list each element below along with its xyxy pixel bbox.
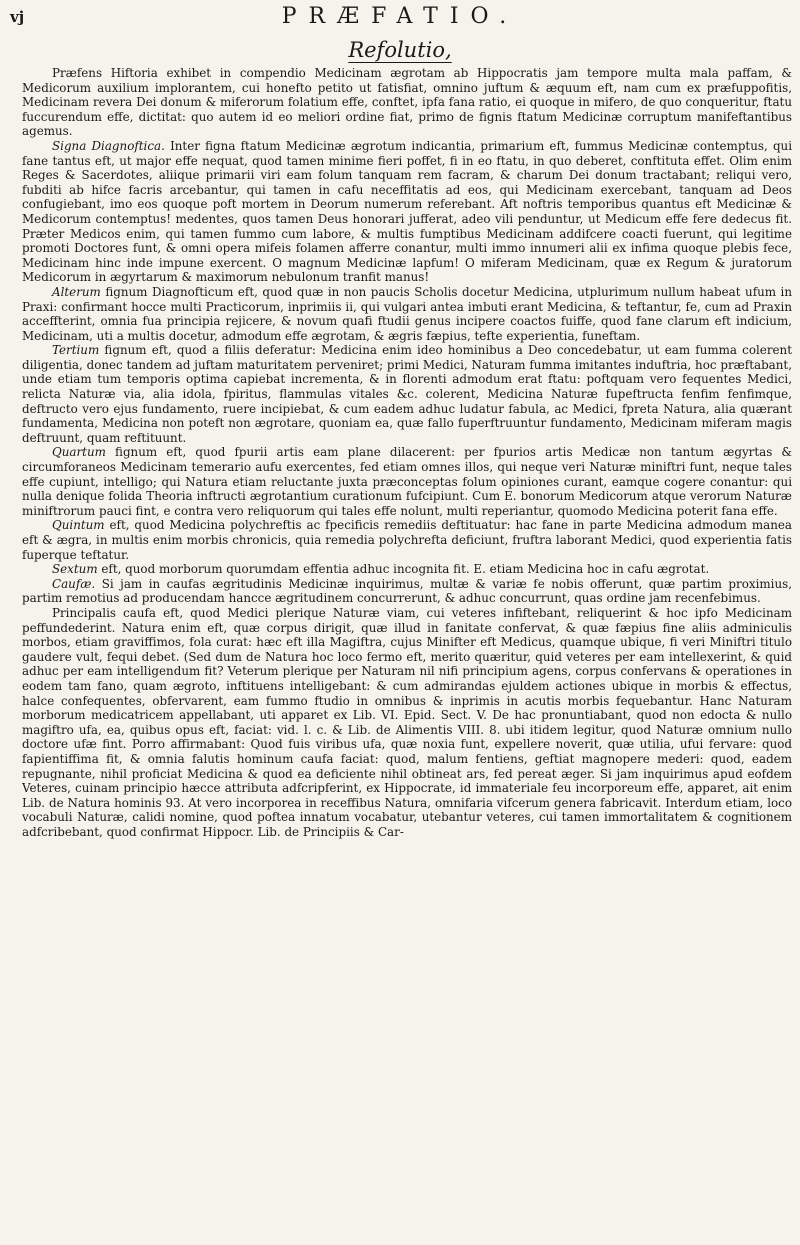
paragraph: Præfens Hiftoria exhibet in compendio Medicinam ægrotam ab Hippocratis jam tempore multa mala paffam, & Medicorum auxilium implorantem, cui honefto petito ut fatisfiat, omnino juftum & æquum eft, nam cum ex præfuppofitis, Medicinam revera Dei donum & miferorum folatium effe, conftet, ipfa fana ratio, ei quoque in mifero, de quo conqueritur, ftatu fuccurendum effe, dictitat: quo autem id eo meliori ordine fiat, primo de fignis ftatum Medicinæ corruptum manifeftantibus agemus. — [22, 66, 792, 139]
paragraph-lead: Quintum — [52, 518, 105, 533]
paragraph-lead: Signa Diagnoftica. — [52, 138, 165, 153]
page-header — [0, 0, 800, 70]
paragraph: Caufæ. Si jam in caufas ægritudinis Medicinæ inquirimus, multæ & variæ fe nobis offerunt, quæ partim proximius, partim remotius ad producendam hancce ægritudinem concurrerunt, & adhuc concurrunt, quas ordine jam recenfebimus. — [22, 576, 792, 606]
paragraph-lead: Caufæ. — [52, 576, 96, 591]
paragraph-lead: Tertium — [52, 343, 100, 358]
paragraph: Alterum fignum Diagnofticum eft, quod quæ in non paucis Scholis docetur Medicina, utplurimum nullum habeat ufum in Praxi: confirmant hocce multi Practicorum, inprimiis ii, qui vulgari antea imbuti erant Medicina, & teftantur, fe, cum ad Praxin acceffterint, omnia fua principia rejicere, & novum quafi ftudii genus incipere coactos fuiffe, quod fane clarum eft indicium, Medicinam, uti a multis docetur, admodum effe ægrotam, & ægris fæpius, tefte experientia, funeftam. — [22, 284, 792, 343]
paragraph-lead: Quartum — [52, 445, 106, 460]
paragraph: Quintum eft, quod Medicina polychreftis ac fpecificis remediis deftituatur: hac fane in parte Medicina admodum manea eft & ægra, in multis enim morbis chronicis, quia remedia polychrefta deficiunt, fruftra laborant Medici, quod experientia fatis fuperque teftatur. — [22, 518, 792, 562]
section-title: Refolutio, — [348, 38, 452, 62]
body-text — [22, 66, 792, 1236]
paragraph: Signa Diagnoftica. Inter figna ftatum Medicinæ ægrotum indicantia, primarium eft, fummus Medicinæ contemptus, qui fane tantus eft, ut major effe nequat, quod tamen minime fieri poffet, fi in eo ftatu, in quo deberet, conftituta effet. Olim enim Reges & Sacerdotes, aliique primarii viri eam folum tanquam rem facram, & charum Dei donum tractabant; reliqui vero, fubditi ab hifce facris arcebantur, qui tamen in cafu neceffitatis ad eos, qui Medicinam exercebant, tanquam ad Deos confugiebant, imo eos quoque poft mortem in Deorum numerum referebant. Aft noftris temporibus quantus eft Medicinæ & Medicorum contemptus! medentes, quos tamen Deus honorari jufferat, adeo vili penduntur, ut Medicum effe fere dedecus fit. Præter Medicos enim, qui tamen fummo cum labore, & multis fumptibus Medicinam addifcere coacti fuerunt, qui legitime promoti Doctores funt, & omni opera mifeis folamen afferre conantur, multi immo innumeri alii ex infima quoque plebis fece, Medicinam hinc inde impune exercent. O magnum Medicinæ lapfum! O miferam Medicinam, quæ ex Regum & juratorum Medicorum in ægyrtarum & maximorum nebulonum tranfit manus! — [22, 138, 792, 285]
running-head: PRÆFATIO. — [281, 4, 519, 29]
paragraph: Quartum fignum eft, quod fpurii artis eam plane dilacerent: per fpurios artis Medicæ non tantum ægyrtas & circumforaneos Medicinam temerario aufu exercentes, fed etiam omnes illos, qui neque veri Naturæ miniftri funt, neque tales effe cupiunt, intelligo; qui Natura etiam reluctante juxta præconceptas folum opiniones curant, eamque cogere conantur: qui nulla denique folida Theoria inftructi ægrotantium curationum fufcipiunt. Cum E. bonorum Medicorum atque verorum Naturæ miniftrorum pauci fint, e contra vero reliquorum qui tales effe nolunt, multi reperiantur, quomodo Medicina poterit fana effe. — [22, 445, 792, 518]
paragraph-lead: Alterum — [52, 284, 101, 299]
page-number: vj — [10, 8, 25, 26]
paragraph: Principalis caufa eft, quod Medici plerique Naturæ viam, cui veteres infiftebant, reliquerint & hoc ipfo Medicinam peffundederint. Natura enim eft, quæ corpus dirigit, quæ illud in fanitate confervat, & quæ fæpius fine aliis adminiculis morbos, etiam graviffimos, fola curat: hæc eft illa Magiftra, cujus Minifter eft Medicus, quamque ubique, fi veri Miniftri titulo gaudere vult, fequi debet. (Sed dum de Natura hoc loco fermo eft, merito quæritur, quid veteres per eam intellexerint, & quid adhuc per eam intelligendum fit? Veterum plerique per Naturam nil nifi principium agens, corpus confervans & operationes in eodem tam fano, quam ægroto, inftituens intelligebant: & cum admirandas ejuldem actiones ubique in morbis & effectus, halce confequentes, obfervarent, eam fummo ftudio in omnibus & inprimis in acutis morbis fequebantur. Hanc Naturam morborum medicatricem appellabant, uti apparet ex Lib. VI. Epid. Sect. V. De hac pronuntiabant, quod non edocta & nullo magiftro ufa, ea, quibus opus eft, faciat: vid. l. c. & Lib. de Alimentis VIII. 8. ubi itidem legitur, quod Naturæ omnium nullo doctore ufæ fint. Porro affirmabant: Quod fuis viribus ufa, quæ noxia funt, expellere noverit, quæ utilia, ufui fervare: quod fapientiffima fit, & omnia falutis hominum caufa faciat: quod, malum fentiens, geftiat magnopere mederi: quod, eadem repugnante, nihil proficiat Medicina & quod ea deficiente nihil obtineat ars, fed pereat æger. Si jam inquirimus apud eofdem Veteres, cuinam principio hæcce attributa adfcripferint, ex Hippocrate, id immateriale feu incorporeum effe, apparet, ait enim Lib. de Natura hominis 93. At vero incorporea in receffibus Natura, omnifaria vifcerum genera fabricavit. Interdum etiam, loco vocabuli Naturæ, calidi nomine, quod poftea innatum vocabatur, utebantur veteres, cui tamen immortalitatem & cognitionem adfcribebant, quod confirmat Hippocr. Lib. de Principiis & Car- — [22, 605, 792, 839]
paragraph: Tertium fignum eft, quod a filiis deferatur: Medicina enim ideo hominibus a Deo concedebatur, ut eam fumma colerent diligentia, donec tandem ad juftam maturitatem perveniret; primi Medici, Naturam fumma imitantes induftria, hoc præftabant, unde etiam tum temporis optima capiebat incrementa, & in florenti admodum erat ftatu: poftquam vero fequentes Medici, relicta Naturæ via, alia idola, fpiritus, flammulas vitales &c. colerent, Medicina Naturæ fupeftructa fenfim fenfimque, deftructo vero ejus fundamento, ruere incipiebat, & cum eadem adhuc ludatur fabula, ac Medici, fpreta Natura, alia quærant fundamenta, Medicina non poteft non ægrotare, quoniam ea, quæ fallo fuperftruuntur fundamento, Medicinam miferam magis deftruunt, quam reftituunt. — [22, 343, 792, 445]
paragraph: Sextum eft, quod morborum quorumdam effentia adhuc incognita fit. E. etiam Medicina hoc in cafu ægrotat. — [52, 562, 710, 577]
paragraph-lead: Sextum — [52, 562, 98, 577]
